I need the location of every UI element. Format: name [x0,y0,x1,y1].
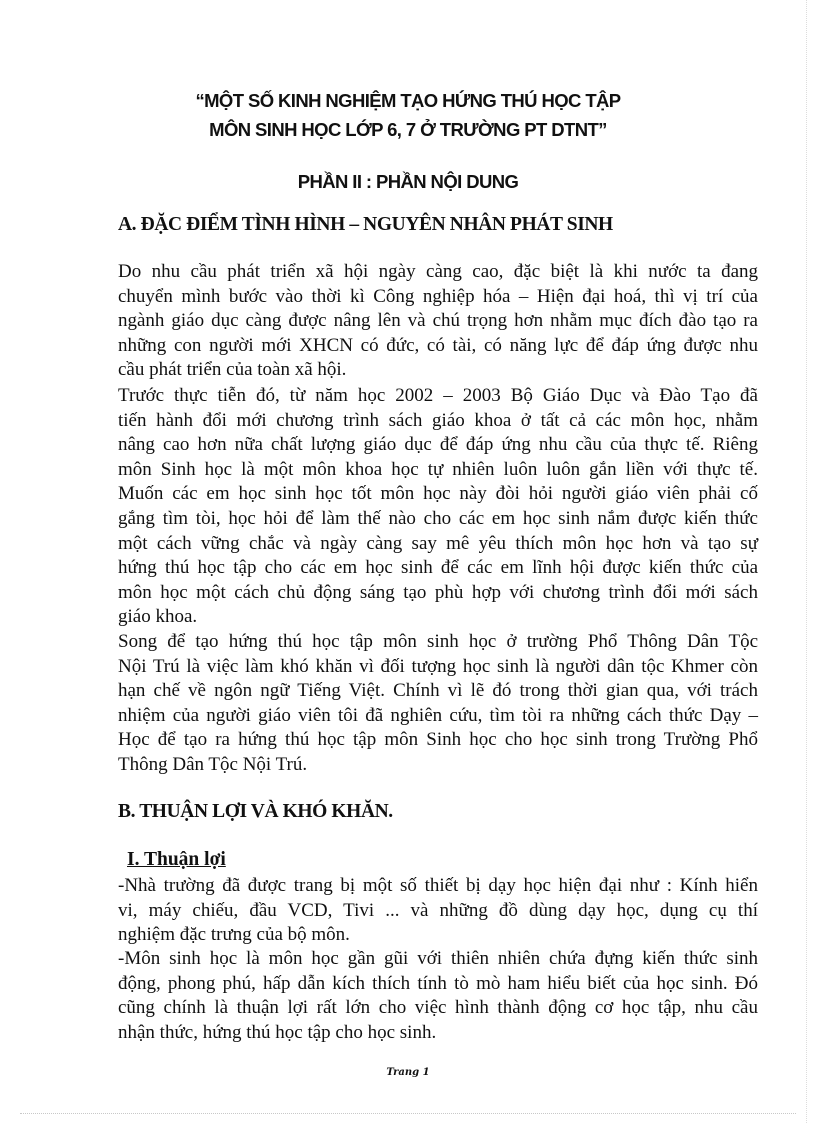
page-right-edge [806,0,807,1123]
paragraph-line: một cách vững chắc và ngày càng say mê yêu thích môn học hơn và tạo sự [118,532,758,554]
paragraph-line: -Môn sinh học là môn học gần gũi với thiên nhiên chứa đựng kiến thức sinh [118,948,758,969]
title-line-1: “MỘT SỐ KINH NGHIỆM TẠO HỨNG THÚ HỌC TẬP [195,90,621,111]
paragraph-line: cầu phát triển của toàn xã hội. [118,359,347,381]
paragraph-line: cũng chính là thuận lợi rất lớn cho việc hình thành động cơ học tập, nhu cầu [118,997,758,1019]
paragraph-line: hứng thú học tập cho các em học sinh để các em lĩnh hội được kiến thức của [118,557,758,579]
paragraph-line: hạn chế về ngôn ngữ Tiếng Việt. Chính vì lẽ đó trong thời gian qua, với trách [118,680,758,702]
paragraph-line: Học để tạo ra hứng thú học tập môn Sinh học cho học sinh trong Trường Phổ [118,729,758,751]
paragraph-line: Trước thực tiễn đó, từ năm học 2002 – 2003 Bộ Giáo Dục và Đào Tạo đã [118,385,758,406]
paragraph-line: nghiệm đặc trưng của bộ môn. [118,924,350,946]
section-b-paragraph-1 [118,874,758,948]
paragraph-line: Do nhu cầu phát triển xã hội ngày càng cao, đặc biệt là khi nước ta đang [118,261,758,282]
paragraph-line: động, phong phú, hấp dẫn kích thích tính tò mò ham hiểu biết của học sinh. Đó [118,972,758,994]
paragraph-line: giáo khoa. [118,606,198,628]
paragraph-line: nhận thức, hứng thú học tập cho học sinh. [118,1021,437,1043]
page-bottom-edge [20,1113,796,1114]
paragraph-line: Song để tạo hứng thú học tập môn sinh học ở trường Phổ Thông Dân Tộc [118,631,758,652]
section-a-paragraph-3 [118,630,758,778]
section-b-heading: B. THUẬN LỢI VÀ KHÓ KHĂN. [118,801,393,822]
paragraph-line: môn học một cách chủ động sáng tạo phù hợp với chương trình đổi mới sách [118,581,758,603]
section-b-subheading: I. Thuận lợi [127,849,226,870]
paragraph-line: nâng cao hơn nữa chất lượng giáo dục để đáp ứng nhu cầu của thực tế. Riêng [118,434,758,456]
paragraph-line: chuyển mình bước vào thời kì Công nghiệp hóa – Hiện đại hoá, thì vị trí của [118,285,758,307]
paragraph-line: -Nhà trường đã được trang bị một số thiết bị dạy học hiện đại như : Kính hiển [118,875,758,896]
paragraph-line: gắng tìm tòi, học hỏi để làm thế nào cho các em học sinh nắm được kiến thức [118,507,758,529]
section-a-paragraph-2 [118,384,758,630]
paragraph-line: Thông Dân Tộc Nội Trú. [118,753,308,775]
paragraph-line: Nội Trú là việc làm khó khăn vì đối tượng học sinh là người dân tộc Khmer còn [118,655,758,677]
paragraph-line: vi, máy chiếu, đầu VCD, Tivi ... và những đồ dùng dạy học, dụng cụ thí [118,899,758,921]
paragraph-line: nhiệm của người giáo viên tôi đã nghiên cứu, tìm tòi ra những cách thức Dạy – [118,704,758,726]
paragraph-line: những con người mới XHCN có đức, có tài, có năng lực để đáp ứng được nhu [118,334,758,356]
document-title [0,86,816,144]
paragraph-line: ngành giáo dục càng được nâng lên và chú trọng hơn nhằm mục đích đào tạo ra [118,310,758,332]
section-a-heading: A. ĐẶC ĐIỂM TÌNH HÌNH – NGUYÊN NHÂN PHÁT SINH [118,214,613,235]
section-b-paragraph-2 [118,947,758,1045]
title-line-2: MÔN SINH HỌC LỚP 6, 7 Ở TRƯỜNG PT DTNT” [209,119,607,140]
part-title: PHẦN II : PHẦN NỘI DUNG [297,171,519,192]
page-footer: Trang 1 [386,1067,430,1078]
paragraph-line: môn Sinh học là một môn khoa học tự nhiên luôn luôn gắn liền với thực tế. [118,458,758,480]
paragraph-line: tiến hành đổi mới chương trình sách giáo khoa ở tất cả các môn học, nhằm [118,409,758,431]
section-a-paragraph-1 [118,260,758,383]
paragraph-line: Muốn các em học sinh học tốt môn học này đòi hỏi người giáo viên phải cố [118,483,758,505]
